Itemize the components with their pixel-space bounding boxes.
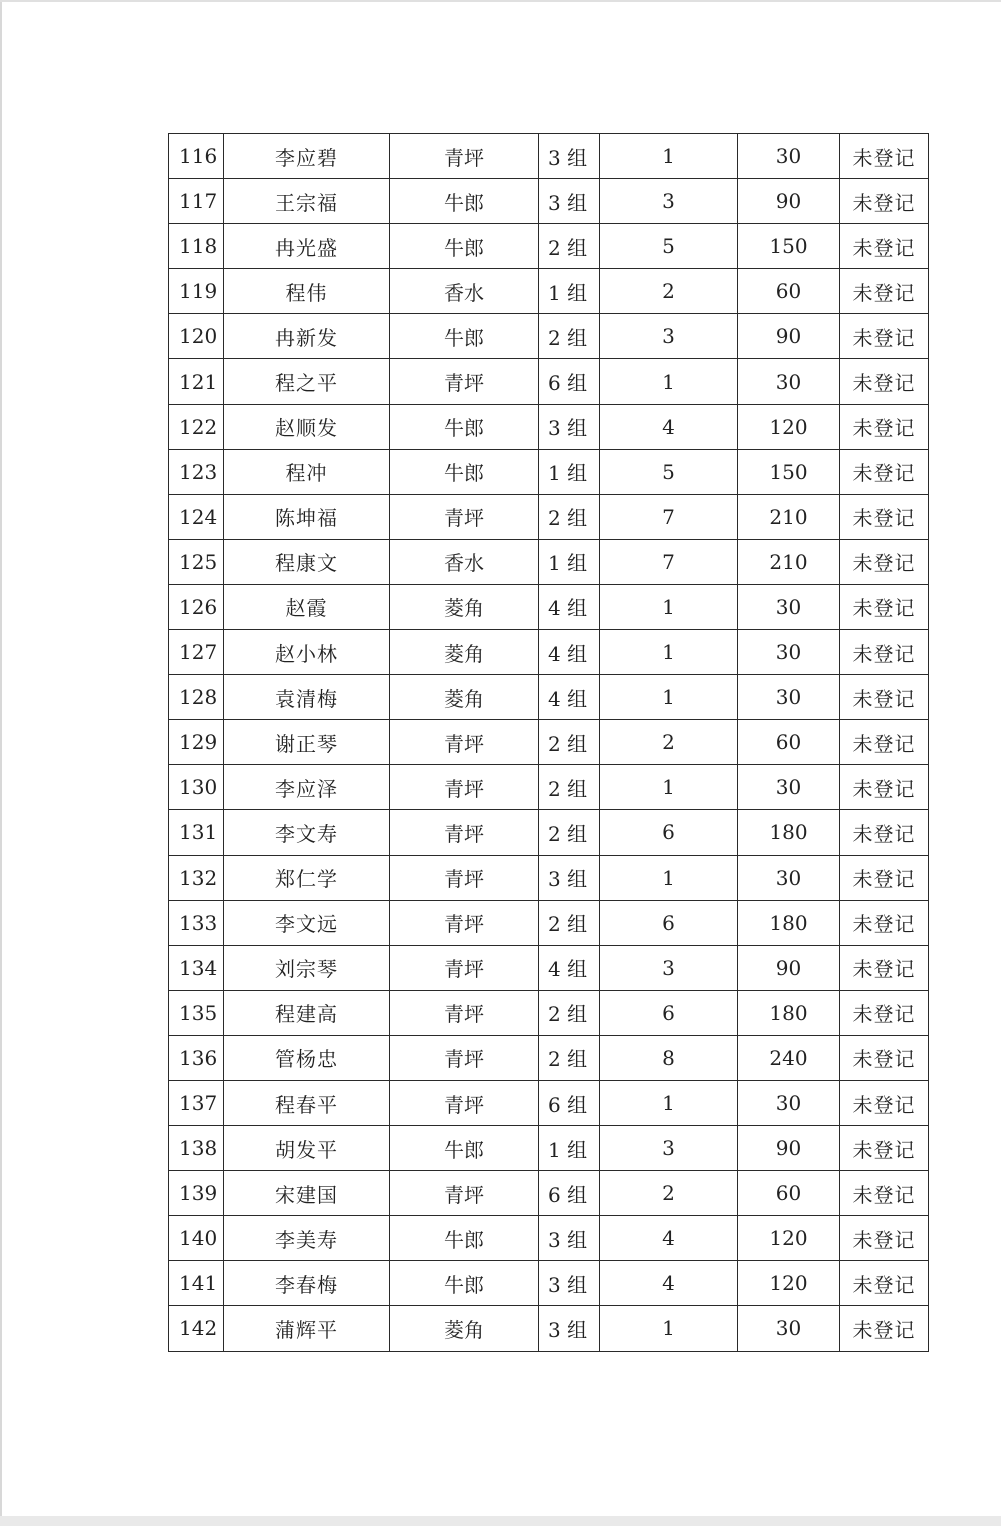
status-cell: 未登记 [840,539,929,584]
count-cell: 6 [600,900,738,945]
status-cell: 未登记 [840,1080,929,1125]
name-cell: 赵小林 [224,630,390,675]
table-row [169,1261,929,1306]
status-cell: 未登记 [840,1216,929,1261]
table-row [169,675,929,720]
table-row [169,584,929,629]
name-cell: 李应泽 [224,765,390,810]
count-cell: 3 [600,1126,738,1171]
count-cell: 1 [600,584,738,629]
table-row [169,1126,929,1171]
name-cell: 李文远 [224,900,390,945]
status-cell: 未登记 [840,449,929,494]
name-cell: 冉光盛 [224,224,390,269]
count-cell: 1 [600,134,738,179]
group-cell: 6 组 [539,1080,600,1125]
status-cell: 未登记 [840,855,929,900]
row-number-cell: 117 [169,179,224,224]
amount-cell: 30 [738,584,840,629]
name-cell: 李应碧 [224,134,390,179]
count-cell: 2 [600,269,738,314]
count-cell: 6 [600,810,738,855]
amount-cell: 30 [738,1306,840,1351]
row-number-cell: 136 [169,1035,224,1080]
amount-cell: 60 [738,269,840,314]
name-cell: 李文寿 [224,810,390,855]
row-number-cell: 122 [169,404,224,449]
table-row [169,855,929,900]
amount-cell: 30 [738,765,840,810]
group-cell: 2 组 [539,1035,600,1080]
table-row [169,314,929,359]
village-cell: 菱角 [390,1306,539,1351]
row-number-cell: 133 [169,900,224,945]
status-cell: 未登记 [840,720,929,765]
village-cell: 青坪 [390,945,539,990]
table-row [169,1080,929,1125]
amount-cell: 30 [738,359,840,404]
status-cell: 未登记 [840,1306,929,1351]
row-number-cell: 125 [169,539,224,584]
village-cell: 青坪 [390,1171,539,1216]
name-cell: 程春平 [224,1080,390,1125]
village-cell: 牛郎 [390,404,539,449]
table-row [169,810,929,855]
row-number-cell: 128 [169,675,224,720]
table-row [169,945,929,990]
status-cell: 未登记 [840,1171,929,1216]
name-cell: 袁清梅 [224,675,390,720]
count-cell: 4 [600,404,738,449]
village-cell: 青坪 [390,990,539,1035]
village-cell: 菱角 [390,630,539,675]
count-cell: 3 [600,314,738,359]
table-row [169,1035,929,1080]
group-cell: 2 组 [539,990,600,1035]
status-cell: 未登记 [840,1126,929,1171]
amount-cell: 30 [738,134,840,179]
name-cell: 胡发平 [224,1126,390,1171]
amount-cell: 90 [738,314,840,359]
status-cell: 未登记 [840,675,929,720]
table-row [169,1306,929,1351]
village-cell: 牛郎 [390,1216,539,1261]
amount-cell: 180 [738,810,840,855]
amount-cell: 60 [738,1171,840,1216]
status-cell: 未登记 [840,134,929,179]
table-row [169,1171,929,1216]
count-cell: 1 [600,630,738,675]
table-row [169,134,929,179]
registration-table [168,133,929,1352]
row-number-cell: 142 [169,1306,224,1351]
row-number-cell: 141 [169,1261,224,1306]
group-cell: 2 组 [539,765,600,810]
amount-cell: 120 [738,1261,840,1306]
amount-cell: 30 [738,630,840,675]
group-cell: 3 组 [539,1261,600,1306]
village-cell: 牛郎 [390,449,539,494]
table-row [169,539,929,584]
group-cell: 2 组 [539,224,600,269]
amount-cell: 210 [738,494,840,539]
group-cell: 4 组 [539,945,600,990]
village-cell: 青坪 [390,134,539,179]
status-cell: 未登记 [840,269,929,314]
count-cell: 2 [600,720,738,765]
group-cell: 2 组 [539,314,600,359]
group-cell: 3 组 [539,855,600,900]
table-row [169,630,929,675]
row-number-cell: 132 [169,855,224,900]
row-number-cell: 116 [169,134,224,179]
status-cell: 未登记 [840,765,929,810]
village-cell: 青坪 [390,720,539,765]
amount-cell: 30 [738,855,840,900]
amount-cell: 120 [738,404,840,449]
status-cell: 未登记 [840,1035,929,1080]
name-cell: 程冲 [224,449,390,494]
page-bottom-edge [0,1516,1001,1526]
status-cell: 未登记 [840,1261,929,1306]
name-cell: 赵顺发 [224,404,390,449]
table-row [169,224,929,269]
group-cell: 3 组 [539,1216,600,1261]
group-cell: 2 组 [539,900,600,945]
count-cell: 3 [600,945,738,990]
village-cell: 青坪 [390,1035,539,1080]
name-cell: 郑仁学 [224,855,390,900]
count-cell: 1 [600,1306,738,1351]
table-row [169,720,929,765]
row-number-cell: 126 [169,584,224,629]
name-cell: 谢正琴 [224,720,390,765]
name-cell: 李春梅 [224,1261,390,1306]
count-cell: 5 [600,449,738,494]
group-cell: 1 组 [539,269,600,314]
status-cell: 未登记 [840,900,929,945]
group-cell: 3 组 [539,1306,600,1351]
status-cell: 未登记 [840,494,929,539]
amount-cell: 180 [738,990,840,1035]
name-cell: 程伟 [224,269,390,314]
name-cell: 冉新发 [224,314,390,359]
status-cell: 未登记 [840,584,929,629]
count-cell: 1 [600,1080,738,1125]
group-cell: 2 组 [539,494,600,539]
amount-cell: 240 [738,1035,840,1080]
count-cell: 1 [600,855,738,900]
row-number-cell: 124 [169,494,224,539]
table-row [169,765,929,810]
amount-cell: 150 [738,449,840,494]
row-number-cell: 131 [169,810,224,855]
status-cell: 未登记 [840,810,929,855]
table-row [169,269,929,314]
row-number-cell: 123 [169,449,224,494]
row-number-cell: 139 [169,1171,224,1216]
group-cell: 3 组 [539,134,600,179]
village-cell: 牛郎 [390,1261,539,1306]
count-cell: 1 [600,675,738,720]
count-cell: 1 [600,359,738,404]
row-number-cell: 130 [169,765,224,810]
table-row [169,990,929,1035]
name-cell: 宋建国 [224,1171,390,1216]
row-number-cell: 127 [169,630,224,675]
amount-cell: 90 [738,945,840,990]
table-row [169,1216,929,1261]
name-cell: 李美寿 [224,1216,390,1261]
count-cell: 5 [600,224,738,269]
village-cell: 青坪 [390,359,539,404]
name-cell: 王宗福 [224,179,390,224]
village-cell: 牛郎 [390,179,539,224]
row-number-cell: 135 [169,990,224,1035]
amount-cell: 90 [738,179,840,224]
row-number-cell: 137 [169,1080,224,1125]
count-cell: 8 [600,1035,738,1080]
name-cell: 蒲辉平 [224,1306,390,1351]
village-cell: 菱角 [390,584,539,629]
table-row [169,179,929,224]
row-number-cell: 121 [169,359,224,404]
count-cell: 4 [600,1261,738,1306]
group-cell: 2 组 [539,810,600,855]
group-cell: 1 组 [539,1126,600,1171]
table-row [169,404,929,449]
status-cell: 未登记 [840,359,929,404]
amount-cell: 60 [738,720,840,765]
amount-cell: 210 [738,539,840,584]
group-cell: 6 组 [539,1171,600,1216]
status-cell: 未登记 [840,314,929,359]
amount-cell: 150 [738,224,840,269]
name-cell: 程康文 [224,539,390,584]
name-cell: 管杨忠 [224,1035,390,1080]
row-number-cell: 138 [169,1126,224,1171]
status-cell: 未登记 [840,224,929,269]
village-cell: 青坪 [390,810,539,855]
row-number-cell: 129 [169,720,224,765]
row-number-cell: 119 [169,269,224,314]
table-row [169,449,929,494]
name-cell: 赵霞 [224,584,390,629]
amount-cell: 90 [738,1126,840,1171]
row-number-cell: 134 [169,945,224,990]
group-cell: 3 组 [539,404,600,449]
group-cell: 1 组 [539,449,600,494]
village-cell: 青坪 [390,855,539,900]
status-cell: 未登记 [840,945,929,990]
row-number-cell: 120 [169,314,224,359]
page-top-edge [0,0,1001,2]
group-cell: 6 组 [539,359,600,404]
amount-cell: 180 [738,900,840,945]
amount-cell: 120 [738,1216,840,1261]
count-cell: 7 [600,494,738,539]
table-row [169,494,929,539]
count-cell: 4 [600,1216,738,1261]
group-cell: 4 组 [539,675,600,720]
village-cell: 香水 [390,269,539,314]
count-cell: 7 [600,539,738,584]
village-cell: 菱角 [390,675,539,720]
group-cell: 2 组 [539,720,600,765]
name-cell: 程之平 [224,359,390,404]
village-cell: 青坪 [390,494,539,539]
amount-cell: 30 [738,675,840,720]
table-row [169,359,929,404]
name-cell: 程建高 [224,990,390,1035]
status-cell: 未登记 [840,630,929,675]
village-cell: 青坪 [390,900,539,945]
row-number-cell: 118 [169,224,224,269]
group-cell: 3 组 [539,179,600,224]
amount-cell: 30 [738,1080,840,1125]
count-cell: 3 [600,179,738,224]
name-cell: 刘宗琴 [224,945,390,990]
page-left-edge [0,0,2,1526]
count-cell: 6 [600,990,738,1035]
name-cell: 陈坤福 [224,494,390,539]
village-cell: 香水 [390,539,539,584]
group-cell: 1 组 [539,539,600,584]
table-body [169,134,929,1352]
count-cell: 2 [600,1171,738,1216]
village-cell: 牛郎 [390,224,539,269]
table-row [169,900,929,945]
village-cell: 牛郎 [390,1126,539,1171]
group-cell: 4 组 [539,630,600,675]
village-cell: 牛郎 [390,314,539,359]
row-number-cell: 140 [169,1216,224,1261]
status-cell: 未登记 [840,404,929,449]
group-cell: 4 组 [539,584,600,629]
village-cell: 青坪 [390,1080,539,1125]
status-cell: 未登记 [840,990,929,1035]
village-cell: 青坪 [390,765,539,810]
count-cell: 1 [600,765,738,810]
status-cell: 未登记 [840,179,929,224]
